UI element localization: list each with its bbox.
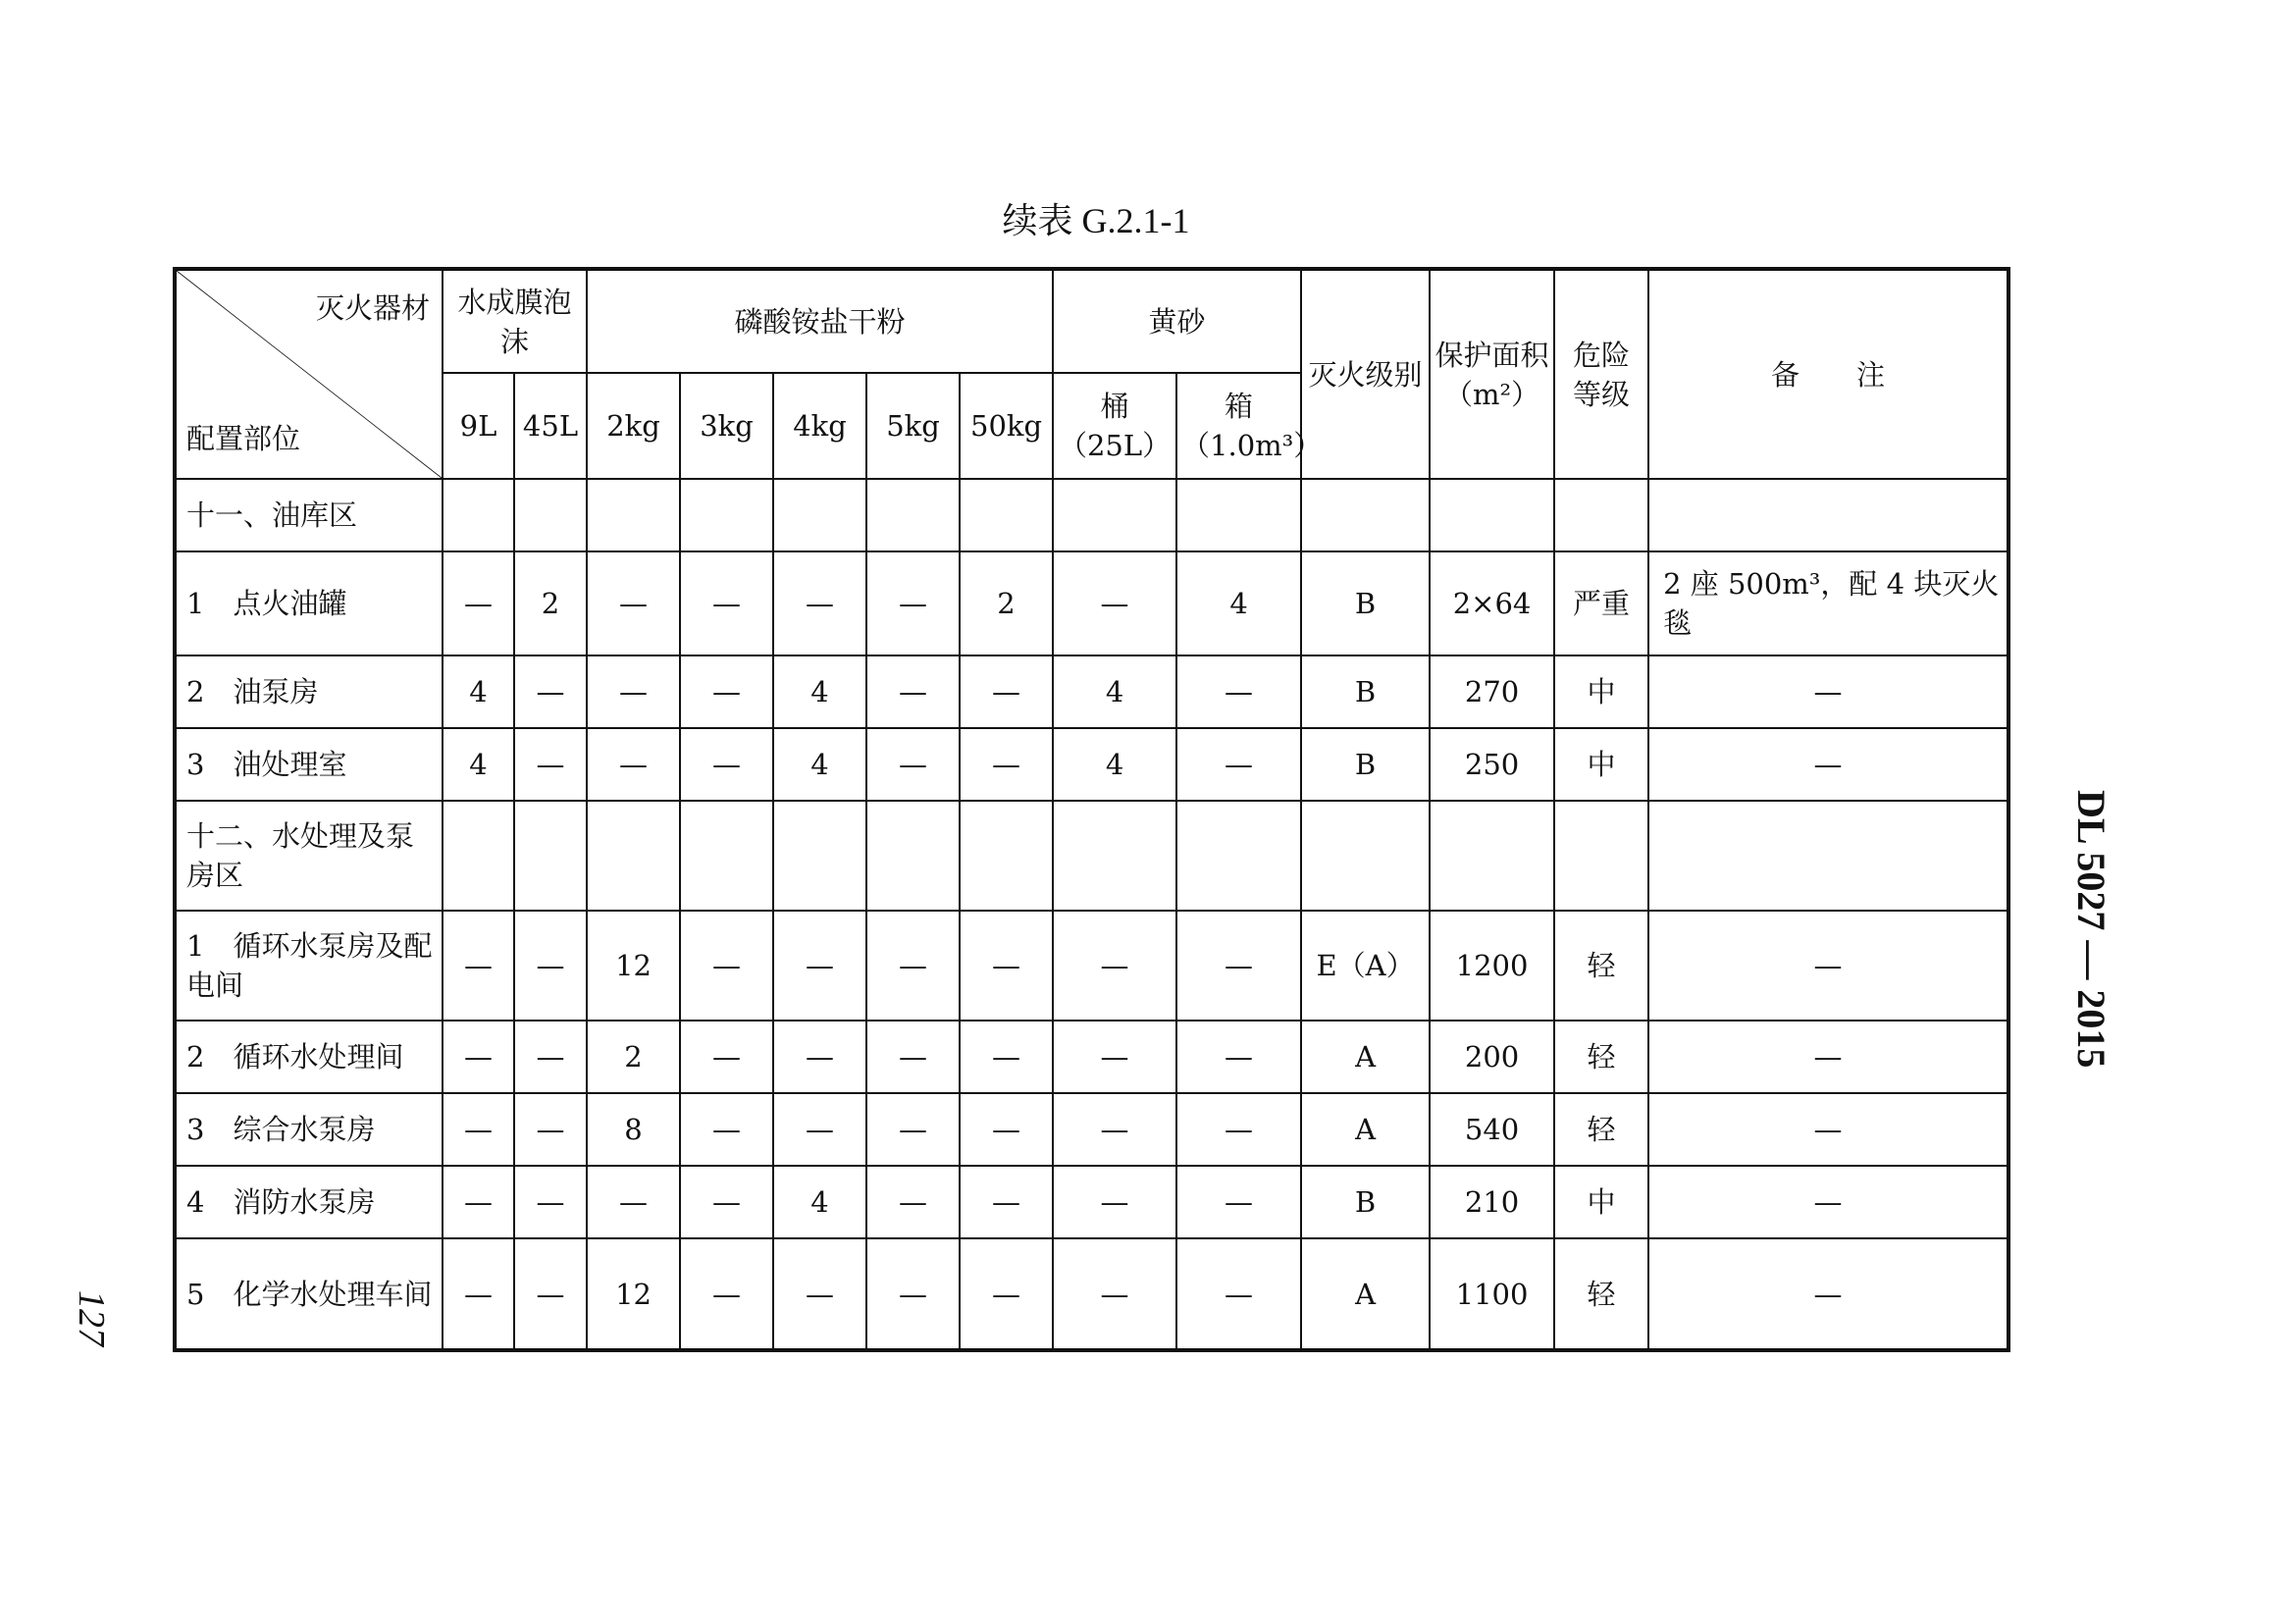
table-cell: 4 <box>773 728 866 801</box>
table-cell: — <box>514 911 587 1021</box>
table-cell: — <box>1053 1093 1176 1166</box>
table-cell: 12 <box>587 1238 680 1350</box>
table-cell: B <box>1301 551 1430 655</box>
table-cell: — <box>680 1093 773 1166</box>
table-cell: 2×64 <box>1430 551 1554 655</box>
table-cell: 12 <box>587 911 680 1021</box>
table-cell: — <box>443 551 514 655</box>
table-cell: 轻 <box>1554 911 1648 1021</box>
empty-cell <box>773 801 866 911</box>
sub-header: 5kg <box>866 373 960 479</box>
table-cell: — <box>514 1238 587 1350</box>
table-cell: — <box>443 1238 514 1350</box>
sub-header: 3kg <box>680 373 773 479</box>
table-cell: — <box>680 1238 773 1350</box>
table-cell: — <box>514 655 587 728</box>
remarks-cell: — <box>1648 1021 2008 1093</box>
table-cell: 轻 <box>1554 1238 1648 1350</box>
table-cell: 270 <box>1430 655 1554 728</box>
table-cell: 中 <box>1554 655 1648 728</box>
empty-cell <box>866 801 960 911</box>
section-row <box>175 801 2008 911</box>
sub-header: 45L <box>514 373 587 479</box>
table-cell: — <box>773 911 866 1021</box>
remarks-cell: — <box>1648 728 2008 801</box>
corner-location-label: 配置部位 <box>186 422 301 455</box>
remarks-cell: — <box>1648 1238 2008 1350</box>
table-cell: 1100 <box>1430 1238 1554 1350</box>
empty-cell <box>587 479 680 551</box>
table-row <box>175 911 2008 1021</box>
empty-cell <box>773 479 866 551</box>
table-cell: — <box>680 655 773 728</box>
table-cell: — <box>587 1166 680 1238</box>
table-cell: — <box>680 1166 773 1238</box>
table-cell: — <box>773 1093 866 1166</box>
table-cell: A <box>1301 1238 1430 1350</box>
table-cell: 4 <box>1053 728 1176 801</box>
table-cell: — <box>443 911 514 1021</box>
table-cell: — <box>680 728 773 801</box>
empty-cell <box>960 479 1053 551</box>
remarks-cell: — <box>1648 1166 2008 1238</box>
table-cell: 中 <box>1554 1166 1648 1238</box>
table-cell: — <box>960 1021 1053 1093</box>
table-row <box>175 1238 2008 1350</box>
table-cell: — <box>866 1166 960 1238</box>
hazard-level-header: 危险等级 <box>1554 269 1648 479</box>
table-row <box>175 655 2008 728</box>
empty-cell <box>1301 801 1430 911</box>
empty-cell <box>1648 801 2008 911</box>
empty-cell <box>514 801 587 911</box>
empty-cell <box>1430 479 1554 551</box>
sub-header: 箱（1.0m³） <box>1176 373 1301 479</box>
table-cell: — <box>773 1021 866 1093</box>
remarks-cell: — <box>1648 1093 2008 1166</box>
remarks-header: 备 注 <box>1648 269 2008 479</box>
table-cell: — <box>866 1238 960 1350</box>
table-cell: B <box>1301 655 1430 728</box>
empty-cell <box>1554 479 1648 551</box>
table-cell: — <box>866 1021 960 1093</box>
table-cell: — <box>960 1093 1053 1166</box>
location-cell: 2 油泵房 <box>175 655 443 728</box>
table-cell: 4 <box>1053 655 1176 728</box>
table-cell: — <box>960 911 1053 1021</box>
empty-cell <box>1430 801 1554 911</box>
table-cell: 2 <box>960 551 1053 655</box>
table-cell: 1200 <box>1430 911 1554 1021</box>
table-cell: E（A） <box>1301 911 1430 1021</box>
remarks-cell: 2 座 500m³，配 4 块灭火毯 <box>1648 551 2008 655</box>
remarks-cell: — <box>1648 911 2008 1021</box>
empty-cell <box>1053 801 1176 911</box>
protection-area-header: 保护面积（m²） <box>1430 269 1554 479</box>
corner-equipment-label: 灭火器材 <box>315 291 430 325</box>
table-cell: — <box>960 1166 1053 1238</box>
location-cell: 2 循环水处理间 <box>175 1021 443 1093</box>
empty-cell <box>587 801 680 911</box>
section-title: 十二、水处理及泵房区 <box>175 801 443 911</box>
table-cell: — <box>1053 1166 1176 1238</box>
corner-header-cell <box>175 269 443 479</box>
table-cell: 210 <box>1430 1166 1554 1238</box>
location-cell: 4 消防水泵房 <box>175 1166 443 1238</box>
table-cell: — <box>443 1021 514 1093</box>
sub-header: 50kg <box>960 373 1053 479</box>
table-cell: 严重 <box>1554 551 1648 655</box>
section-title: 十一、油库区 <box>175 479 443 551</box>
location-cell: 3 油处理室 <box>175 728 443 801</box>
table-row <box>175 728 2008 801</box>
table-cell: — <box>1176 911 1301 1021</box>
table-cell: — <box>773 551 866 655</box>
table-cell: — <box>1176 1021 1301 1093</box>
table-cell: 4 <box>443 728 514 801</box>
table-cell: — <box>773 1238 866 1350</box>
table-cell: — <box>587 655 680 728</box>
table-row <box>175 1166 2008 1238</box>
table-cell: — <box>443 1166 514 1238</box>
section-row <box>175 479 2008 551</box>
table-cell: — <box>866 911 960 1021</box>
table-cell: 200 <box>1430 1021 1554 1093</box>
table-cell: 轻 <box>1554 1093 1648 1166</box>
table-cell: A <box>1301 1093 1430 1166</box>
table-cell: B <box>1301 728 1430 801</box>
table-cell: — <box>866 1093 960 1166</box>
table-cell: — <box>1053 1021 1176 1093</box>
table-cell: — <box>514 1093 587 1166</box>
empty-cell <box>443 479 514 551</box>
empty-cell <box>866 479 960 551</box>
table-cell: — <box>960 655 1053 728</box>
table-cell: A <box>1301 1021 1430 1093</box>
table-row <box>175 551 2008 655</box>
table-cell: 2 <box>587 1021 680 1093</box>
page-number: 127 <box>71 1290 112 1346</box>
table-cell: — <box>1176 655 1301 728</box>
table-cell: — <box>1176 1166 1301 1238</box>
table-cell: — <box>1176 1093 1301 1166</box>
table-cell: 2 <box>514 551 587 655</box>
empty-cell <box>1554 801 1648 911</box>
sub-header: 2kg <box>587 373 680 479</box>
empty-cell <box>680 801 773 911</box>
table-cell: — <box>514 728 587 801</box>
table-cell: — <box>680 551 773 655</box>
table-cell: — <box>680 1021 773 1093</box>
location-cell: 3 综合水泵房 <box>175 1093 443 1166</box>
empty-cell <box>680 479 773 551</box>
table-cell: — <box>960 728 1053 801</box>
standard-code: DL 5027 — 2015 <box>2069 790 2113 1069</box>
table-cell: — <box>443 1093 514 1166</box>
empty-cell <box>1053 479 1176 551</box>
table-cell: B <box>1301 1166 1430 1238</box>
table-cell: — <box>866 728 960 801</box>
table-cell: 4 <box>773 655 866 728</box>
table-cell: — <box>1053 911 1176 1021</box>
table-cell: — <box>866 655 960 728</box>
empty-cell <box>1176 801 1301 911</box>
empty-cell <box>960 801 1053 911</box>
table-cell: 250 <box>1430 728 1554 801</box>
table-cell: 8 <box>587 1093 680 1166</box>
fire-class-header: 灭火级别 <box>1301 269 1430 479</box>
powder-group-header: 磷酸铵盐干粉 <box>587 269 1053 373</box>
foam-group-header: 水成膜泡沫 <box>443 269 587 373</box>
empty-cell <box>514 479 587 551</box>
table-cell: 中 <box>1554 728 1648 801</box>
table-caption: 续表 G.2.1-1 <box>1002 201 1190 240</box>
location-cell: 1 点火油罐 <box>175 551 443 655</box>
empty-cell <box>1648 479 2008 551</box>
location-cell: 1 循环水泵房及配电间 <box>175 911 443 1021</box>
table-cell: — <box>1053 1238 1176 1350</box>
table-cell: — <box>960 1238 1053 1350</box>
table-cell: 540 <box>1430 1093 1554 1166</box>
table-cell: — <box>680 911 773 1021</box>
empty-cell <box>1176 479 1301 551</box>
fire-extinguisher-table <box>173 267 2010 1352</box>
table-cell: 轻 <box>1554 1021 1648 1093</box>
remarks-cell: — <box>1648 655 2008 728</box>
table-cell: — <box>587 551 680 655</box>
table-cell: 4 <box>443 655 514 728</box>
location-cell: 5 化学水处理车间 <box>175 1238 443 1350</box>
table-cell: — <box>514 1166 587 1238</box>
table-cell: — <box>1176 728 1301 801</box>
empty-cell <box>443 801 514 911</box>
sub-header: 4kg <box>773 373 866 479</box>
empty-cell <box>1301 479 1430 551</box>
table-cell: — <box>866 551 960 655</box>
table-cell: — <box>514 1021 587 1093</box>
table-row <box>175 1021 2008 1093</box>
sub-header: 9L <box>443 373 514 479</box>
sand-group-header: 黄砂 <box>1053 269 1301 373</box>
sub-header: 桶（25L） <box>1053 373 1176 479</box>
table-cell: — <box>1053 551 1176 655</box>
table-row <box>175 1093 2008 1166</box>
table-cell: 4 <box>773 1166 866 1238</box>
table-cell: 4 <box>1176 551 1301 655</box>
table-cell: — <box>1176 1238 1301 1350</box>
table-cell: — <box>587 728 680 801</box>
